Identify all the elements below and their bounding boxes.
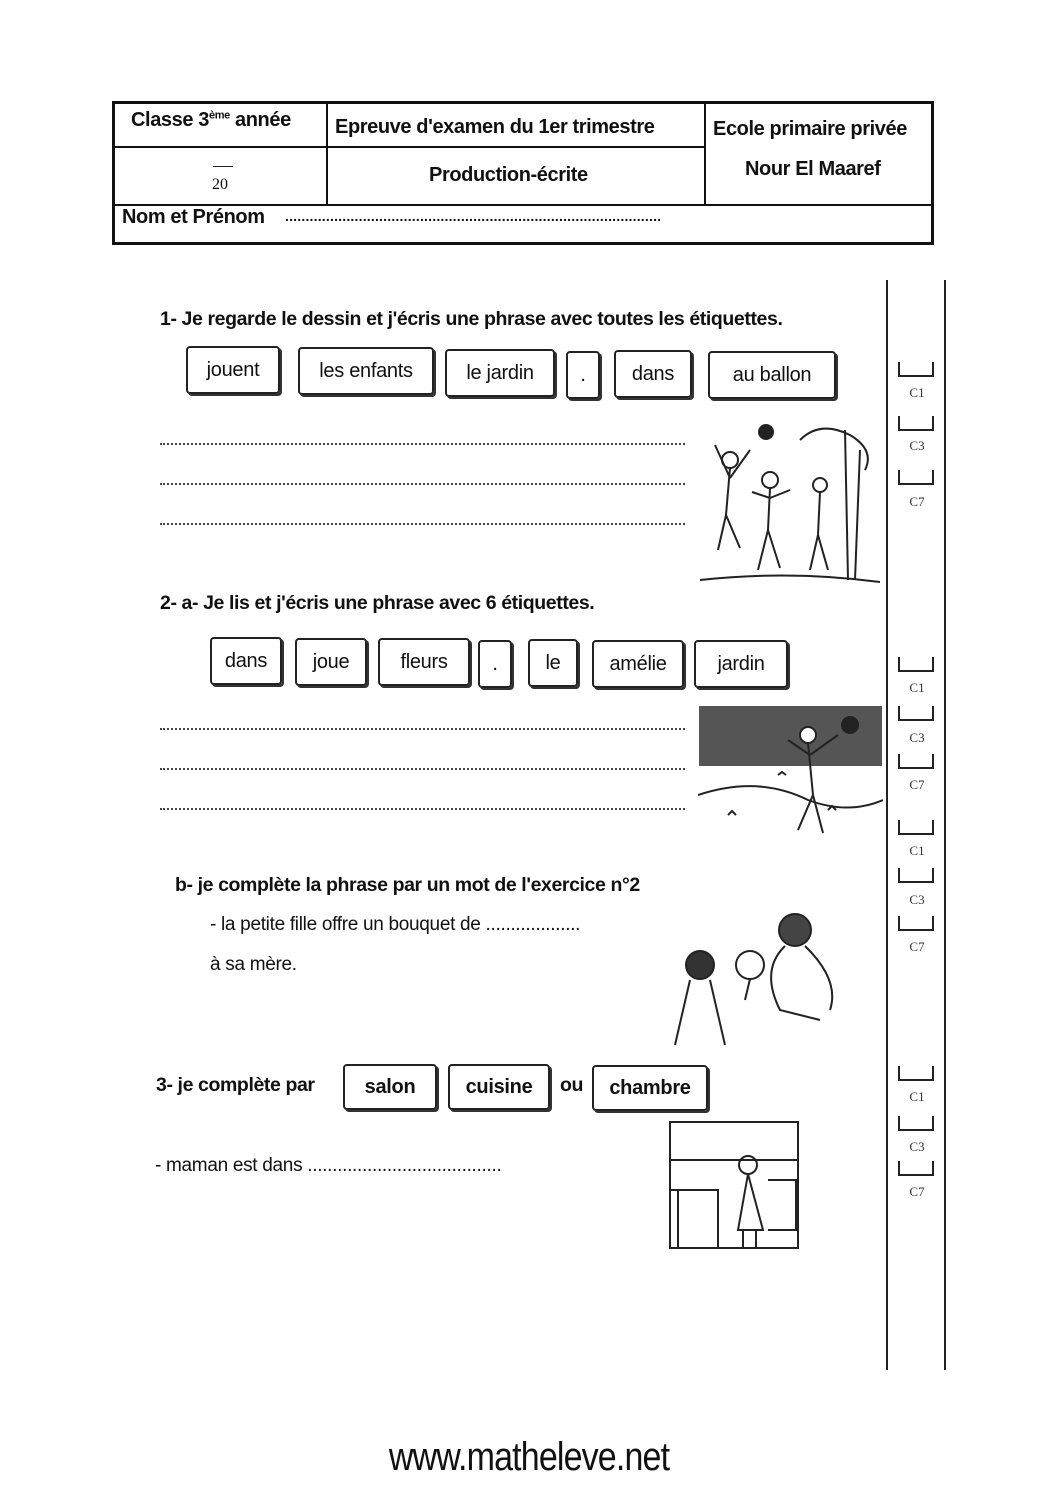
criterion-label: C3 [909,438,925,453]
school-name-line1: Ecole primaire privée [713,118,907,140]
word-tag: au ballon [708,351,836,399]
score-denominator: 20 [212,176,228,193]
exercise2a-title: 2- a- Je lis et j'écris une phrase avec 6 étiquettes. [160,592,595,614]
word-tag: jouent [186,346,280,394]
criterion-label: C1 [909,843,925,858]
criterion-label: C7 [909,1184,925,1199]
mother-in-kitchen-illustration [668,1120,800,1250]
word-tag: . [566,351,600,399]
exercise1-title: 1- Je regarde le dessin et j'écris une phrase avec toutes les étiquettes. [160,308,783,330]
word-tag: le [528,639,578,687]
word-tag: joue [295,638,367,686]
criterion-label: C7 [909,777,925,792]
criterion-label: C3 [909,730,925,745]
exercise3-sentence[interactable]: - maman est dans ....................................... [155,1155,502,1176]
answer-line[interactable] [160,483,685,485]
girl-in-garden-illustration [698,705,883,845]
word-tag: fleurs [378,638,470,686]
word-tag: cuisine [448,1064,550,1110]
girl-offering-flowers-illustration [670,910,840,1045]
children-playing-ball-illustration [700,420,880,590]
name-field[interactable]: ............................................................................................ [285,208,662,224]
word-tag: chambre [592,1065,708,1111]
criterion-label: C3 [909,1139,925,1154]
criterion-label: C1 [909,1089,925,1104]
grade-box-c7[interactable] [898,916,934,931]
grade-box-c3[interactable] [898,1116,934,1131]
grade-box-c3[interactable] [898,416,934,431]
grade-box-c3[interactable] [898,868,934,883]
answer-line[interactable] [160,728,685,730]
grade-box-c1[interactable] [898,1066,934,1081]
answer-line[interactable] [160,808,685,810]
word-tag: les enfants [298,347,434,395]
answer-line[interactable] [160,768,685,770]
word-tag: salon [343,1064,437,1110]
word-tag: amélie [592,640,684,688]
grade-box-c1[interactable] [898,657,934,672]
grade-box-c7[interactable] [898,754,934,769]
name-label: Nom et Prénom [122,206,265,228]
word-tag: le jardin [445,349,555,397]
subject-title: Production-écrite [429,164,588,186]
grade-box-c1[interactable] [898,820,934,835]
exercise2b-sentence-line2: à sa mère. [210,954,297,975]
or-word: ou [560,1074,584,1096]
answer-line[interactable] [160,523,685,525]
criterion-label: C1 [909,385,925,400]
exercise2b-sentence-line1[interactable]: - la petite fille offre un bouquet de ................... [210,914,581,935]
criterion-label: C7 [909,494,925,509]
word-tag: jardin [694,640,788,688]
criterion-label: C3 [909,892,925,907]
grade-box-c1[interactable] [898,362,934,377]
exam-title: Epreuve d'examen du 1er trimestre [335,116,655,138]
exercise3-title: 3- je complète par [156,1074,315,1096]
word-tag: dans [210,637,282,685]
header-table [112,101,934,245]
criterion-label: C7 [909,939,925,954]
exercise2b-title: b- je complète la phrase par un mot de l'exercice n°2 [175,874,640,896]
school-name-line2: Nour El Maaref [745,158,881,180]
word-tag: dans [614,350,692,398]
class-label: Classe 3ème année [131,109,291,131]
footer-website: www.matheleve.net [388,1435,670,1479]
answer-line[interactable] [160,443,685,445]
word-tag: . [478,640,512,688]
grade-box-c3[interactable] [898,706,934,721]
grade-box-c7[interactable] [898,470,934,485]
criterion-label: C1 [909,680,925,695]
grade-box-c7[interactable] [898,1161,934,1176]
